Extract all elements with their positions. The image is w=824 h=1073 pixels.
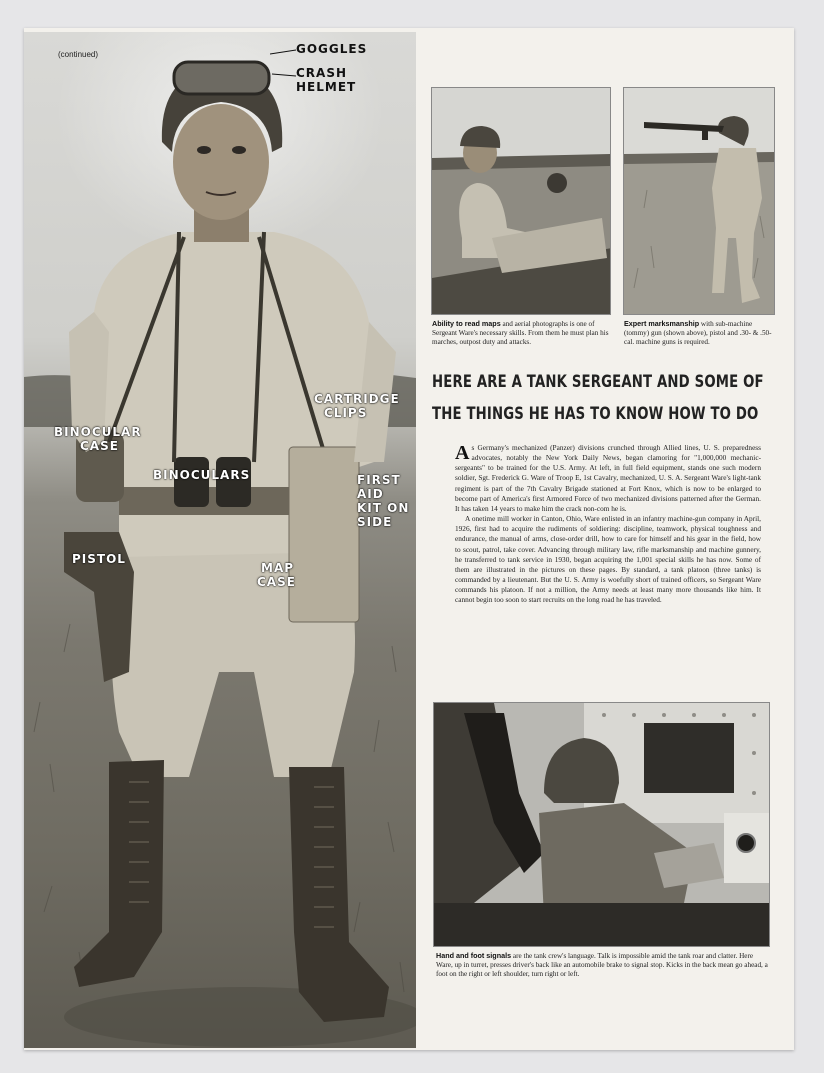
callout-map-case-2: CASE — [257, 575, 296, 589]
photo-tank-interior-image — [434, 703, 770, 947]
article-body — [455, 443, 761, 606]
caption-marksmanship — [624, 319, 776, 347]
callout-leader-lines — [270, 46, 300, 86]
soldier-hero-photo — [24, 32, 416, 1048]
photo-tank-interior — [433, 702, 770, 947]
caption-reading-maps — [432, 319, 613, 347]
caption-reading-maps-text: and aerial photographs is one of Sergeant Ware's necessary skills. From them he must plan his marches, outpost duty and attacks. — [432, 320, 609, 346]
callout-binocular-case-2: CASE — [80, 439, 119, 453]
callout-cartridge-2: CLIPS — [324, 406, 368, 420]
photo-marksmanship-image — [624, 88, 775, 315]
article-paragraph-1 — [455, 443, 761, 514]
photo-marksmanship — [623, 87, 775, 315]
callout-binocular-case-1: BINOCULAR — [54, 425, 142, 439]
caption-tank-interior — [436, 951, 771, 979]
callout-cartridge-1: CARTRIDGE — [314, 392, 400, 406]
callout-pistol: PISTOL — [72, 552, 126, 566]
callout-map-case-1: MAP — [261, 561, 295, 575]
article-paragraph-2: A onetime mill worker in Canton, Ohio, Ware enlisted in an infantry machine-gun company in April, 1926, first had to acquire the rudiments of soldiering: discipline, teamwork, physical toughness and endurance, the manual of arms, close-order drill, how to care for himself and his gear in the field, how to scout, patrol, take cover. Advancing through military law, rifle marksmanship and machine gunnery, he transferred to tank service in 1930, began acquiring the 1,001 special skills he has now. Some of them are illustrated in the pictures on these pages. By standard, a tank platoon (three tanks) is commanded by a lieutenant. But the U. S. Army is woefully short of trained officers, so Sergeant Ware commands his platoon. If not a million, the Army needs at least many more thousands like him. It cannot begin too soon to start recruits on the long road he has traveled. — [455, 514, 761, 605]
callout-first-aid-4: SIDE — [357, 515, 393, 529]
callout-goggles: GOGGLES — [296, 42, 368, 56]
caption-tank-interior-text: are the tank crew's language. Talk is impossible amid the tank roar and clatter. Here Ware, up in turret, presses driver's back like an automobile brake to signal stop. Kicks in the back mean go ahead, a foot on the right or left shoulder, turn right or left. — [436, 952, 768, 978]
caption-marksmanship-text: with sub-machine (tommy) gun (shown above), pistol and .30- & .50-cal. machine guns is required. — [624, 320, 772, 346]
callout-first-aid-3: KIT ON — [357, 501, 410, 515]
article-headline — [432, 366, 783, 430]
article-paragraph-1-text: s Germany's mechanized (Panzer) divisions crunched through Allied lines, U. S. preparedness advocates, notably the New York Daily News, began clamoring for "1,000,000 mechanic-sergeants" to be trained for the U.S. Army. At left, in full field equipment, stands one such modern soldier, Sgt. Frederick G. Ware of Troop E, 1st Cavalry, mechanized, U. S. A. Sergeant Ware's light-tank regiment is part of the 7th Cavalry Brigade stationed at Fort Knox, which is now to be enlarged to become part of America's first Armored Force of two mechanized divisions patterned after the German. It has taken 14 years to make him the crack non-com he is. — [455, 443, 761, 513]
callout-first-aid-2: AID — [357, 487, 384, 501]
callout-first-aid-1: FIRST — [357, 473, 401, 487]
callout-crash-helmet-2: HELMET — [296, 80, 357, 94]
photo-reading-maps — [431, 87, 611, 315]
callout-crash-helmet-1: CRASH — [296, 66, 348, 80]
caption-tank-interior-bold: Hand and foot signals — [436, 951, 512, 960]
headline-line-2: THE THINGS HE HAS TO KNOW HOW TO DO — [432, 404, 759, 424]
headline-line-1: HERE ARE A TANK SERGEANT AND SOME OF — [432, 372, 764, 392]
callout-binoculars: BINOCULARS — [153, 468, 251, 482]
caption-marksmanship-bold: Expert marksmanship — [624, 319, 700, 328]
article-dropcap: A — [455, 442, 470, 464]
photo-reading-maps-image — [432, 88, 611, 315]
caption-reading-maps-bold: Ability to read maps — [432, 319, 501, 328]
continued-label: (continued) — [58, 50, 99, 59]
soldier-illustration — [24, 32, 416, 1048]
